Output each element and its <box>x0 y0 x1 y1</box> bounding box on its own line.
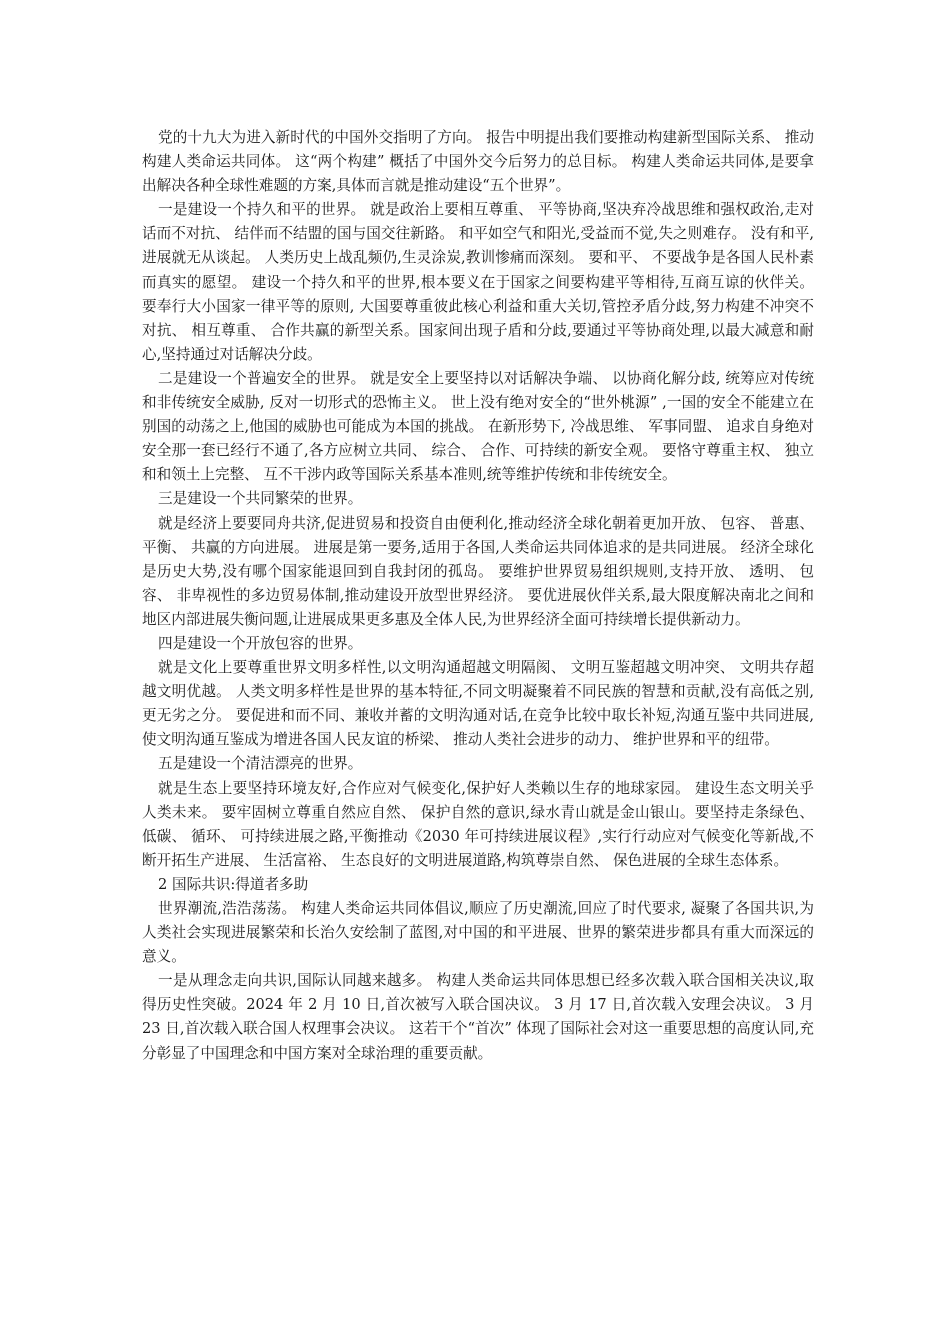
heading-prosperous-world: 三是建设一个共同繁荣的世界。 <box>158 490 363 508</box>
paragraph-consensus: 一是从理念走向共识,国际认同越来越多。 构建人类命运共同体思想已经多次载入联合国相关决议,取得历史性突破。2024 年 2 月 10 日,首次被写入联合国决议。 3 月 17 日,首次载入安理会决议。 3 月 23 日,首次载入联合国人权理事会决议。 这若干个“首次” 体现了国际社会对这一重要思想的高度认同,充分彰显了中国理念和中国方案对全球治理的重要贡献。 <box>142 972 814 1062</box>
paragraph-prosperous-world: 就是经济上要要同舟共济,促进贸易和投资自由便利化,推动经济全球化朝着更加开放、 包容、 普惠、 平衡、 共赢的方向进展。 进展是第一要务,适用于各国,人类命运共同体追求的是共同进展。 经济全球化是历史大势,没有哪个国家能退回到自我封闭的孤岛。 要维护世界贸易组织规则,支持开放、 透明、 包容、 非卑视性的多边贸易体制,推动建设开放型世界经济。 要优进展伙伴关系,最大限度解决南北之间和地区内部进展失衡问题,让进展成果更多惠及全体人民,为世界经济全面可持续增长提供新动力。 <box>142 514 814 628</box>
document-body <box>142 126 814 1066</box>
paragraph-intro: 党的十九大为进入新时代的中国外交指明了方向。 报告中明提出我们要推动构建新型国际关系、 推动构建人类命运共同体。 这“两个构建” 概括了中国外交今后努力的总目标。 构建人类命运共同体,是要拿出解决各种全球性难题的方案,具体而言就是推动建设“五个世界”。 <box>142 129 814 195</box>
paragraph-peaceful-world: 一是建设一个持久和平的世界。 就是政治上要相互尊重、 平等协商,坚决弃冷战思维和强权政治,走对话而不对抗、 结伴而不结盟的国与国交往新路。 和平如空气和阳光,受益而不觉,失之则难存。 没有和平,进展就无从谈起。 人类历史上战乱频仍,生灵涂炭,教训惨痛而深刻。 要和平、 不要战争是各国人民朴素而真实的愿望。 建设一个持久和平的世界,根本要义在于国家之间要构建平等相待,互商互谅的伙伴关。 要奉行大小国家一律平等的原则, 大国要尊重彼此核心利益和重大关切,管控矛盾分歧,努力构建不冲突不对抗、 相互尊重、 合作共赢的新型关系。国家间出现子盾和分歧,要通过平等协商处理,以最大减意和耐心,坚持通过对话解决分歧。 <box>142 201 814 363</box>
paragraph-secure-world: 二是建设一个普遍安全的世界。 就是安全上要坚持以对话解决争端、 以协商化解分歧, 统筹应对传统和非传统安全威胁, 反对一切形式的恐怖主义。 世上没有绝对安全的“世外桃源” ,一国的安全不能建立在别国的动荡之上,他国的威胁也可能成为本国的挑战。 在新形势下, 冷战思维、 军事同盟、 追求自身绝对安全那一套已经行不通了,各方应树立共同、 综合、 合作、可持续的新安全观。 要恪守尊重主权、 独立和和领土上完整、 互不干涉内政等国际关系基本准则,统等维护传统和非传统安全。 <box>142 369 814 484</box>
paragraph-world-trend: 世界潮流,浩浩荡荡。 构建人类命运共同体倡议,顺应了历史潮流,回应了时代要求, 凝聚了各国共识,为人类社会实现进展繁荣和长治久安绘制了蓝图,对中国的和平进展、世界的繁荣进步都具有重大而深远的意义。 <box>142 900 814 966</box>
heading-open-world: 四是建设一个开放包容的世界。 <box>158 634 363 652</box>
paragraph-open-world: 就是文化上要尊重世界文明多样性,以文明沟通超越文明隔阂、 文明互鉴超越文明冲突、 文明共存超越文明优越。 人类文明多样性是世界的基本特征,不同文明凝聚着不同民族的智慧和贡献,没有高低之别,更无劣之分。 要促进和而不同、兼收并蓄的文明沟通对话,在竞争比较中取长补短,沟通互鉴中共同进展,使文明沟通互鉴成为增进各国人民友谊的桥梁、 推动人类社会进步的动力、 维护世界和平的纽带。 <box>142 659 814 749</box>
heading-clean-world: 五是建设一个清洁漂亮的世界。 <box>158 755 363 773</box>
paragraph-clean-world: 就是生态上要坚持环境友好,合作应对气候变化,保护好人类赖以生存的地球家园。 建设生态文明关乎人类未来。 要牢固树立尊重自然应自然、 保护自然的意识,绿水青山就是金山银山。要坚持走条绿色、 低碳、 循环、 可持续进展之路,平衡推动《2030 年可持续进展议程》,实行行动应对气候变化等新战,不断开拓生产进展、 生活富裕、 生态良好的文明进展道路,构筑尊崇自然、 保色进展的全球生态体系。 <box>142 779 814 869</box>
section-heading-international-consensus: 2 国际共识:得道者多助 <box>158 875 309 893</box>
